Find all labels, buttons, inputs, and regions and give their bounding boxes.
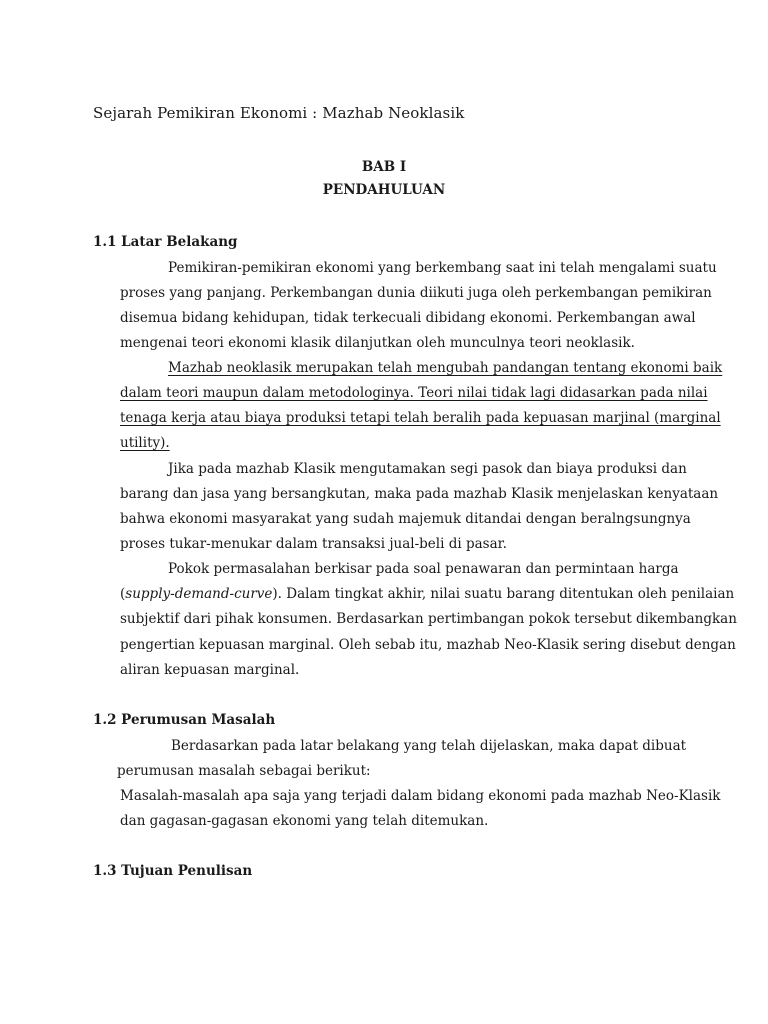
line-rest: ). Dalam tingkat akhir, nilai suatu barang ditentukan oleh penilaian [272,586,735,602]
paragraph-line: aliran kepuasan marginal. [120,662,300,678]
paragraph-line-mixed [120,586,734,602]
paragraph-line: disemua bidang kehidupan, tidak terkecuali dibidang ekonomi. Perkembangan awal [120,310,696,326]
section-heading-tujuan-penulisan: 1.3 Tujuan Penulisan [93,863,253,879]
paragraph-line: proses tukar-menukar dalam transaksi jual-beli di pasar. [120,536,507,552]
section-heading-latar-belakang: 1.1 Latar Belakang [93,234,238,250]
paragraph-line: mengenai teori ekonomi klasik dilanjutkan oleh munculnya teori neoklasik. [120,335,635,351]
section-heading-perumusan-masalah: 1.2 Perumusan Masalah [93,712,276,728]
paragraph-line: Pemikiran-pemikiran ekonomi yang berkembang saat ini telah mengalami suatu [168,260,717,276]
paren-open: ( [120,586,126,602]
paragraph-line: bahwa ekonomi masyarakat yang sudah majemuk ditandai dengan beralngsungnya [120,511,691,527]
chapter-name: PENDAHULUAN [322,182,446,198]
paragraph-line: subjektif dari pihak konsumen. Berdasarkan pertimbangan pokok tersebut dikembangkan [120,611,737,627]
paragraph-line: perumusan masalah sebagai berikut: [117,763,371,779]
document-title: Sejarah Pemikiran Ekonomi : Mazhab Neoklasik [93,104,465,122]
paragraph-line: Jika pada mazhab Klasik mengutamakan segi pasok dan biaya produksi dan [168,461,687,477]
chapter-number: BAB I [361,159,407,175]
paragraph-line: Berdasarkan pada latar belakang yang telah dijelaskan, maka dapat dibuat [171,738,687,754]
underlined-line: utility). [120,435,170,451]
paragraph-line: pengertian kepuasan marginal. Oleh sebab itu, mazhab Neo-Klasik sering disebut dengan [120,637,736,653]
paragraph-line: dan gagasan-gagasan ekonomi yang telah ditemukan. [120,813,489,829]
underlined-line: dalam teori maupun dalam metodologinya. Teori nilai tidak lagi didasarkan pada nilai [120,385,708,401]
italic-term: supply-demand-curve [125,586,273,602]
paragraph-line: proses yang panjang. Perkembangan dunia diikuti juga oleh perkembangan pemikiran [120,285,712,301]
paragraph-line: Pokok permasalahan berkisar pada soal penawaran dan permintaan harga [168,561,679,577]
paragraph-line: Masalah-masalah apa saja yang terjadi dalam bidang ekonomi pada mazhab Neo-Klasik [120,788,721,804]
underlined-line: Mazhab neoklasik merupakan telah mengubah pandangan tentang ekonomi baik [168,360,723,376]
paragraph-line: barang dan jasa yang bersangkutan, maka pada mazhab Klasik menjelaskan kenyataan [120,486,719,502]
underlined-line: tenaga kerja atau biaya produksi tetapi telah beralih pada kepuasan marjinal (marginal [120,410,721,426]
